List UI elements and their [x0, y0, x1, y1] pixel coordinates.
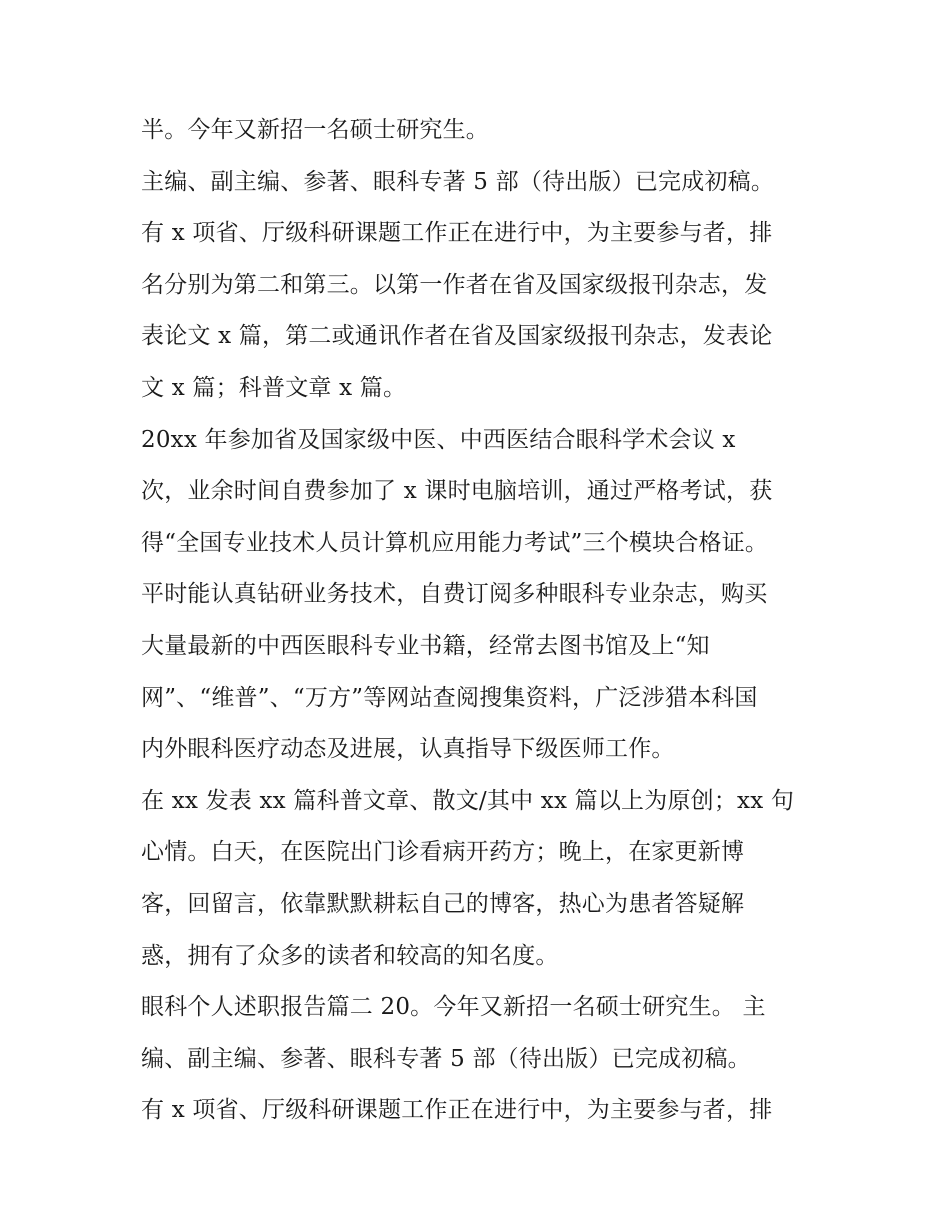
text-line: 编、副主编、参著、眼科专著 5 部（待出版）已完成初稿。	[141, 1045, 751, 1072]
text-line: 大量最新的中西医眼科专业书籍，经常去图书馆及上“知	[141, 632, 710, 659]
text-line: 次，业余时间自费参加了 x 课时电脑培训，通过严格考试，获	[141, 478, 773, 505]
text-line: 得“全国专业技术人员计算机应用能力考试”三个模块合格证。	[141, 529, 769, 556]
document-body	[141, 108, 821, 1140]
text-line: 心情。白天，在医院出门诊看病开药方；晚上，在家更新博	[141, 839, 745, 866]
text-line: 有 x 项省、厅级科研课题工作正在进行中，为主要参与者，排	[141, 1097, 773, 1124]
text-line: 表论文 x 篇，第二或通讯作者在省及国家级报刊杂志，发表论	[141, 323, 773, 350]
text-line: 文 x 篇；科普文章 x 篇。	[141, 374, 407, 401]
text-line: 客，回留言，依靠默默耕耘自己的博客，热心为患者答疑解	[141, 890, 745, 917]
text-line: 惑，拥有了众多的读者和较高的知名度。	[141, 942, 559, 969]
text-line: 在 xx 发表 xx 篇科普文章、散文/其中 xx 篇以上为原创；xx 句	[141, 787, 795, 814]
text-line: 平时能认真钻研业务技术，自费订阅多种眼科专业杂志，购买	[141, 581, 768, 608]
text-line: 名分别为第二和第三。以第一作者在省及国家级报刊杂志，发	[141, 271, 768, 298]
text-line: 主编、副主编、参著、眼科专著 5 部（待出版）已完成初稿。	[141, 168, 775, 195]
text-line: 半。今年又新招一名硕士研究生。	[141, 117, 489, 143]
text-line: 20xx 年参加省及国家级中医、中西医结合眼科学术会议 x	[141, 426, 736, 453]
text-line: 内外眼科医疗动态及进展，认真指导下级医师工作。	[141, 736, 675, 763]
text-line: 网”、“维普”、“万方”等网站查阅搜集资料，广泛涉猎本科国	[141, 684, 758, 711]
text-line: 眼科个人述职报告篇二 20。今年又新招一名硕士研究生。 主	[141, 994, 766, 1021]
text-line: 有 x 项省、厅级科研课题工作正在进行中，为主要参与者，排	[141, 220, 773, 247]
